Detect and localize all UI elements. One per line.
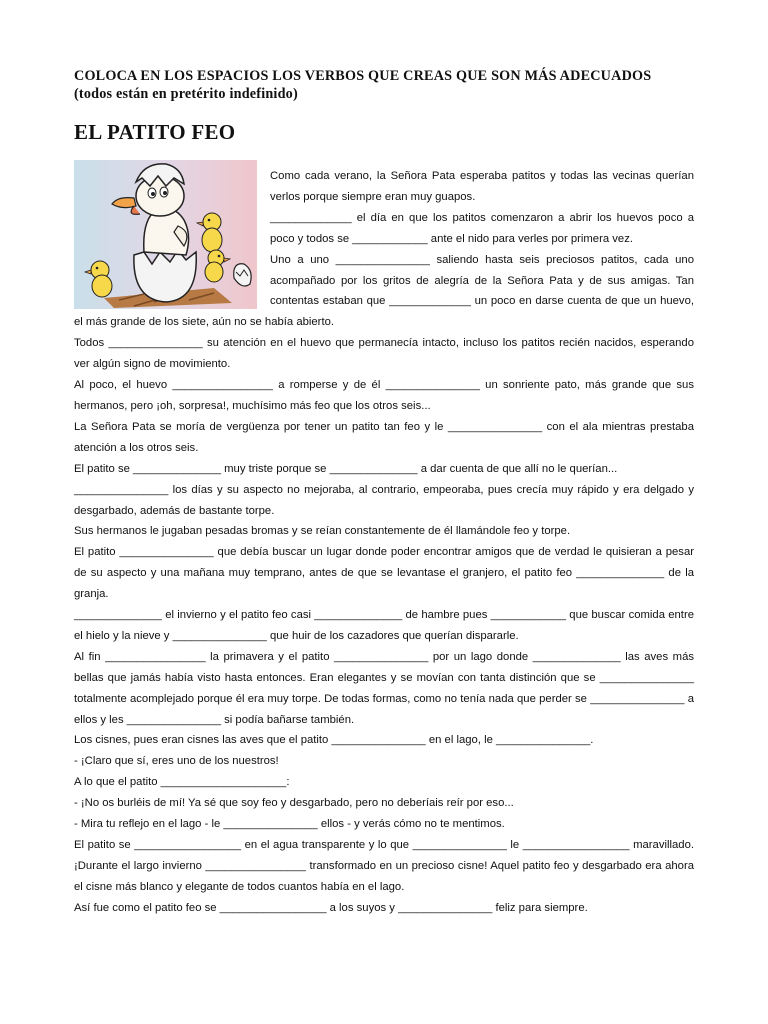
paragraph: Sus hermanos le jugaban pesadas bromas y se reían constantemente de él llamándole feo y torpe. bbox=[74, 525, 571, 538]
story-title: EL PATITO FEO bbox=[74, 120, 236, 144]
paragraph: Así fue como el patito feo se _________________ a los suyos y _______________ feliz para siempre. bbox=[74, 901, 588, 914]
instructions-line-1: COLOCA EN LOS ESPACIOS LOS VERBOS QUE CREAS QUE SON MÁS ADECUADOS bbox=[74, 68, 652, 84]
paragraph: Todos _______________ su atención en el huevo que permanecía intacto, incluso los patitos recién nacidos, esperando ver algún signo de movimiento. bbox=[74, 337, 694, 371]
paragraph: Como cada verano, la Señora Pata esperaba patitos y todas las vecinas querían verlos porque siempre eran muy guapos. bbox=[270, 170, 694, 203]
paragraph: - ¡Claro que sí, eres uno de los nuestros! bbox=[74, 755, 279, 768]
story-text bbox=[74, 166, 694, 919]
paragraph: Al fin ________________ la primavera y el patito _______________ por un lago donde ______________ las aves más bellas que jamás había visto hasta entonces. Eran elegantes y se movían con tanta distinción que se _______________ totalmente acomplejado porque él era muy torpe. De todas formas, como no tenía nada que perder se _______________ a ellos y les _______________ si podía bañarse también. bbox=[74, 650, 694, 726]
paragraph: - Mira tu reflejo en el lago - le _______________ ellos - y verás cómo no te mentimos. bbox=[74, 818, 505, 831]
illustration-spacer bbox=[74, 166, 270, 312]
paragraph: _______________ los días y su aspecto no mejoraba, al contrario, empeoraba, pues crecía muy rápido y era delgado y desgarbado, además de bastante torpe. bbox=[74, 483, 694, 517]
paragraph: El patito _______________ que debía buscar un lugar donde poder encontrar amigos que de verdad le quisieran a pesar de su aspecto y una mañana muy temprano, antes de que se levantase el granjero, el patito feo ______________ de la granja. bbox=[74, 546, 694, 601]
paragraph: A lo que el patito ____________________: bbox=[74, 776, 290, 789]
paragraph: Uno a uno _______________ saliendo hasta seis preciosos patitos, cada uno acompañado por los gritos de alegría de la Señora Pata y de sus amigas. Tan contentas estaban que _____________ un poco en darse cuenta de que un huevo, el más grande de los siete, aún no se había abierto. bbox=[74, 253, 694, 329]
paragraph: - ¡No os burléis de mí! Ya sé que soy feo y desgarbado, pero no deberíais reír por eso... bbox=[74, 797, 514, 810]
paragraph: La Señora Pata se moría de vergüenza por tener un patito tan feo y le _______________ con el ala mientras prestaba atención a los otros seis. bbox=[74, 420, 694, 454]
instructions bbox=[74, 67, 714, 103]
instructions-line-2: (todos están en pretérito indefinido) bbox=[74, 86, 298, 102]
paragraph: El patito se _________________ en el agua transparente y lo que _______________ le _________________ maravillado. ¡Durante el largo invierno ________________ transformado en un precioso cisne! Aquel patito feo y desgarbado era ahora el cisne más blanco y elegante de todos cuantos había en el lago. bbox=[74, 839, 694, 893]
paragraph: El patito se ______________ muy triste porque se ______________ a dar cuenta de que allí no le querían... bbox=[74, 462, 618, 475]
paragraph: Los cisnes, pues eran cisnes las aves que el patito _______________ en el lago, le _______________. bbox=[74, 734, 594, 747]
paragraph: ______________ el invierno y el patito feo casi ______________ de hambre pues ____________ que buscar comida entre el hielo y la nieve y _______________ que huir de los cazadores que querían dispararle. bbox=[74, 609, 694, 642]
paragraph: _____________ el día en que los patitos comenzaron a abrir los huevos poco a poco y todos se ____________ ante el nido para verles por primera vez. bbox=[270, 211, 694, 245]
paragraph: Al poco, el huevo ________________ a romperse y de él _______________ un sonriente pato, más grande que sus hermanos, pero ¡oh, sorpresa!, muchísimo más feo que los otros seis... bbox=[74, 379, 694, 412]
